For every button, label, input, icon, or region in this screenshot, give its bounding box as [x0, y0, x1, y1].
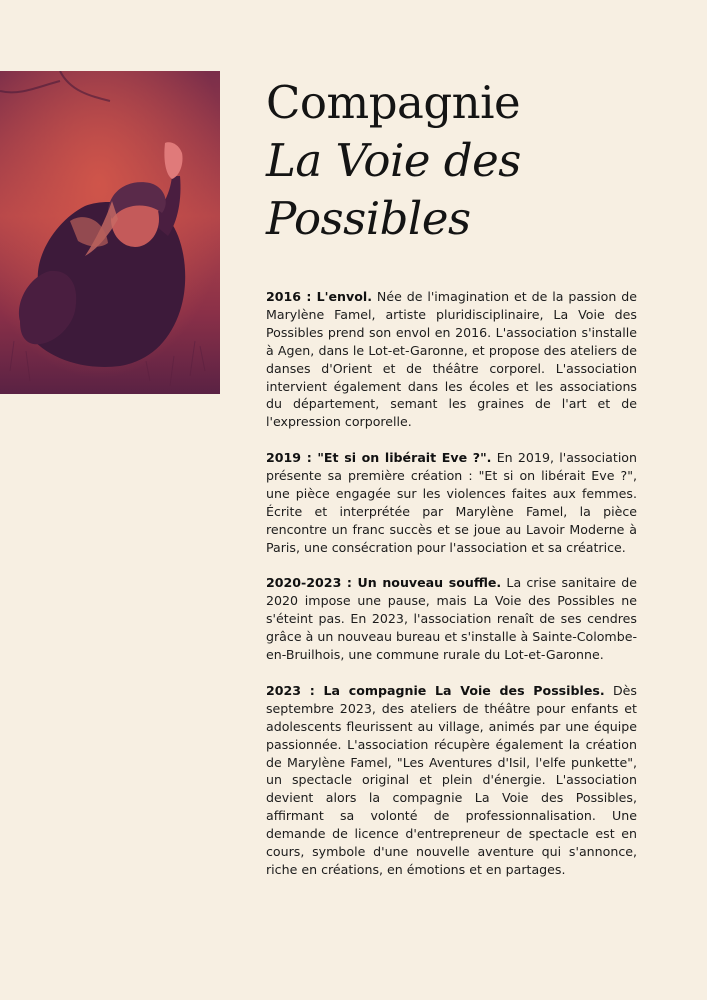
section-body: Née de l'imagination et de la passion de Marylène Famel, artiste pluridisciplinaire, La Voie des Possibles prend son envol en 2016. L'association s'installe à Agen, dans le Lot-et-Garonne, et propose des ateliers de danses d'Orient et de théâtre corporel. L'association intervient également dans les écoles et les associations du département, semant les graines de l'art et de l'expression corporelle. — [266, 289, 637, 430]
section-2023 — [266, 682, 637, 879]
title-line-2: La Voie des — [266, 134, 521, 187]
section-heading: 2016 : L'envol. — [266, 289, 372, 304]
page-title — [266, 74, 666, 248]
section-body: La crise sanitaire de 2020 impose une pause, mais La Voie des Possibles ne s'éteint pas. En 2023, l'association renaît de ses cendres grâce à un nouveau bureau et s'installe à Sainte-Colombe-en-Bruilhois, une commune rurale du Lot-et-Garonne. — [266, 575, 638, 663]
section-2016 — [266, 288, 637, 431]
section-body: Dès septembre 2023, des ateliers de théâtre pour enfants et adolescents fleurissent au village, animés par une équipe passionnée. L'association récupère également la création de Marylène Famel, "Les Aventures d'Isil, l'elfe punkette", un spectacle original et plein d'énergie. L'association devient alors la compagnie La Voie des Possibles, affirmant sa volonté de professionnalisation. Une demande de licence d'entrepreneur de spectacle est en cours, symbole d'une nouvelle aventure qui s'annonce, riche en créations, en émotions et en partages. — [266, 682, 637, 877]
history-text — [266, 288, 637, 897]
section-heading: 2020-2023 : Un nouveau souffle. — [266, 575, 502, 591]
dancer-illustration — [0, 71, 220, 394]
title-line-1: Compagnie — [266, 76, 521, 129]
section-2019 — [266, 449, 637, 556]
section-heading: 2023 : La compagnie La Voie des Possibles. — [266, 682, 605, 698]
section-2020-2023 — [266, 574, 637, 664]
section-heading: 2019 : "Et si on libérait Eve ?". — [266, 450, 492, 466]
section-body: En 2019, l'association présente sa première création : "Et si on libérait Eve ?", une pièce engagée sur les violences faites aux femmes. Écrite et interprétée par Marylène Famel, la pièce rencontre un franc succès et se joue au Lavoir Moderne à Paris, une consécration pour l'association et sa créatrice. — [266, 450, 637, 555]
dancer-photo — [0, 71, 220, 394]
title-line-3: Possibles — [266, 192, 471, 245]
